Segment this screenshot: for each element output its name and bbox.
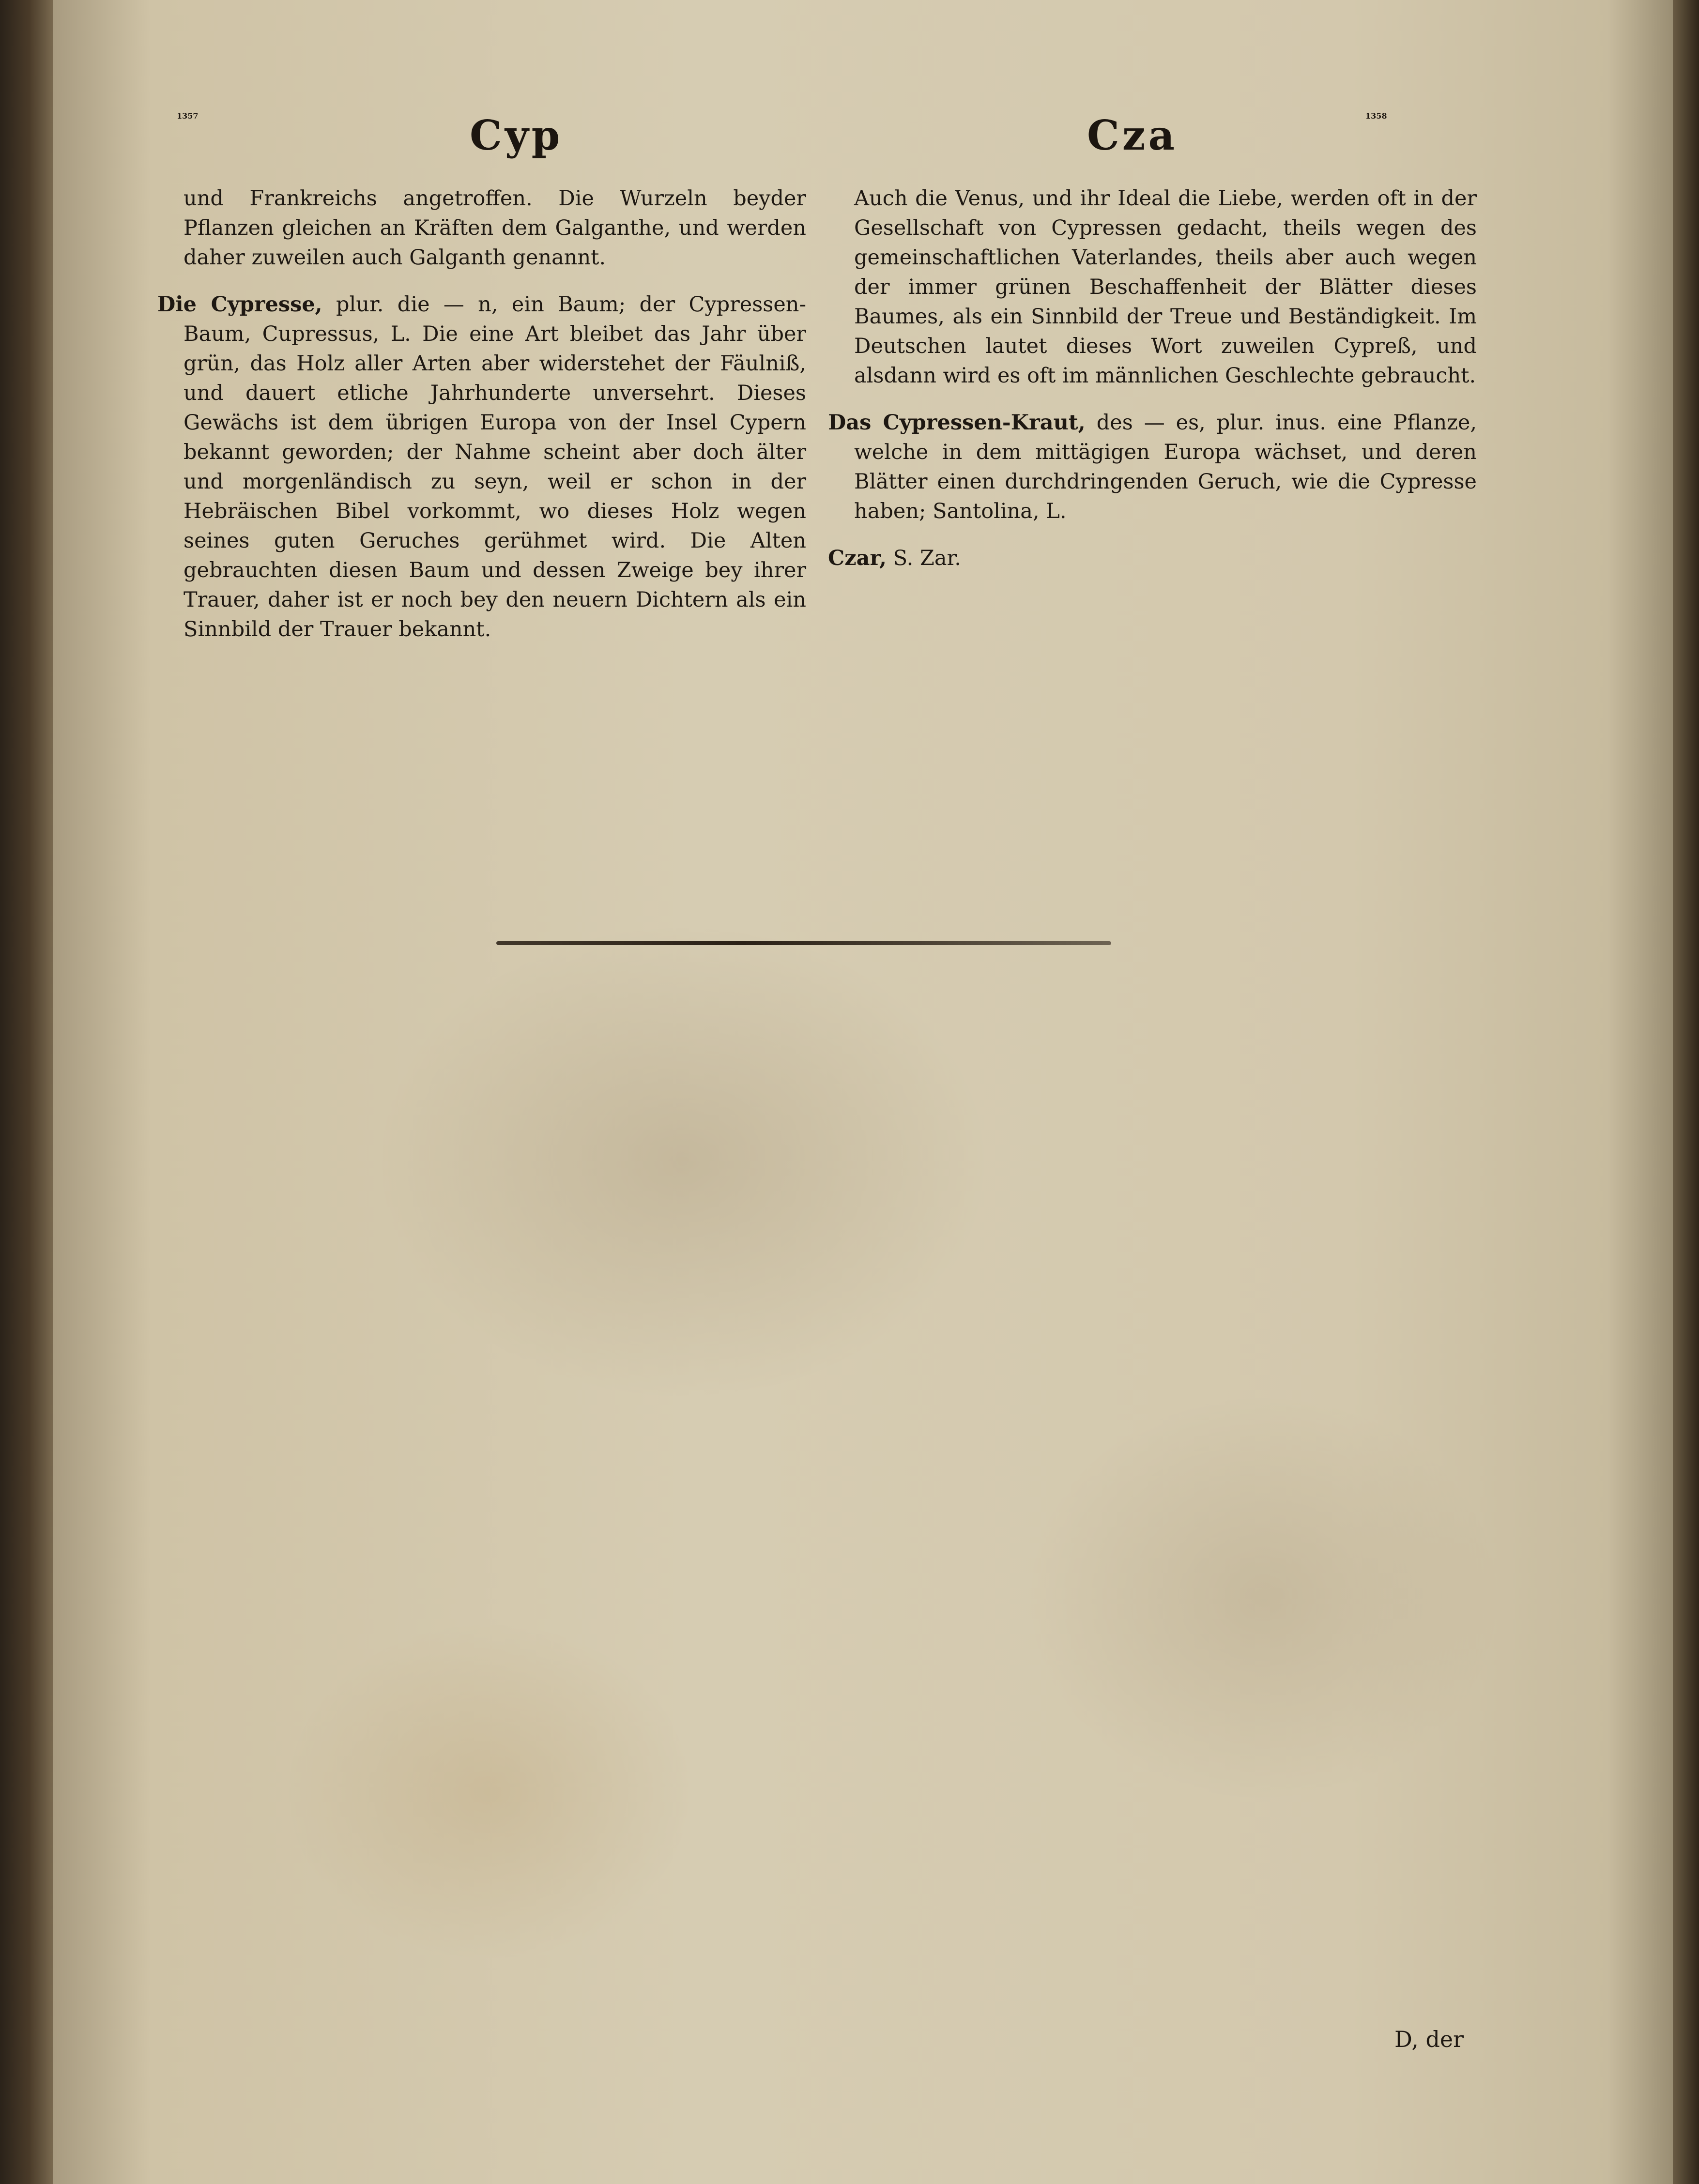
entry-continuation-text: und Frankreichs angetroffen. Die Wurzeln beyder Pflanzen gleichen an Kräften dem Galganthe, und werden daher zuweilen auch Galganth genannt.	[184, 186, 806, 270]
entry-definition: S. Zar.	[893, 546, 961, 570]
right-column	[828, 184, 1477, 591]
right-column-head: Cza	[1087, 111, 1178, 159]
left-column-head: Cyp	[470, 111, 563, 159]
entry-definition: des — es, plur. inus. eine Pflanze, welche in dem mittägigen Europa wächset, und deren Blätter einen durchdringenden Geruch, wie die Cypresse haben; Santolina, L.	[854, 411, 1477, 523]
right-page-number: 1358	[1365, 111, 1387, 121]
dictionary-entry-cypresse	[157, 290, 806, 644]
entry-lemma: Czar,	[828, 546, 887, 570]
entry-lemma: Das Cypressen-Kraut,	[828, 411, 1086, 435]
page-paper	[53, 0, 1673, 2184]
section-divider-rule	[496, 941, 1111, 945]
entry-continuation-text: Auch die Venus, und ihr Ideal die Liebe, werden oft in der Gesellschaft von Cypressen gedacht, theils wegen des gemeinschaftlichen Vaterlandes, theils aber auch wegen der immer grünen Beschaffenheit der Blätter dieses Baumes, als ein Sinnbild der Treue und Beständigkeit. Im Deutschen lautet dieses Wort zuweilen Cypreß, und alsdann wird es oft im männlichen Geschlechte gebraucht.	[854, 186, 1477, 388]
entry-definition: plur. die — n, ein Baum; der Cypressen-Baum, Cupressus, L. Die eine Art bleibet das Jahr über grün, das Holz aller Arten aber widerstehet der Fäulniß, und dauert etliche Jahrhunderte unversehrt. Dieses Gewächs ist dem übrigen Europa von der Insel Cypern bekannt geworden; der Nahme scheint aber doch älter und morgenländisch zu seyn, weil er schon in der Hebräischen Bibel vorkommt, wo dieses Holz wegen seines guten Geruches gerühmet wird. Die Alten gebrauchten diesen Baum und dessen Zweige bey ihrer Trauer, daher ist er noch bey den neuern Dichtern als ein Sinnbild der Trauer bekannt.	[184, 292, 806, 641]
entry-lemma: Die Cypresse,	[157, 292, 322, 317]
left-page-number: 1357	[177, 111, 199, 121]
catchword: D, der	[1394, 2026, 1464, 2052]
dictionary-entry-cypressen-kraut	[828, 408, 1477, 526]
book-gutter-left	[0, 0, 53, 2184]
left-column	[157, 184, 806, 662]
book-edge-right	[1673, 0, 1699, 2184]
dictionary-entry-czar	[828, 544, 1477, 573]
